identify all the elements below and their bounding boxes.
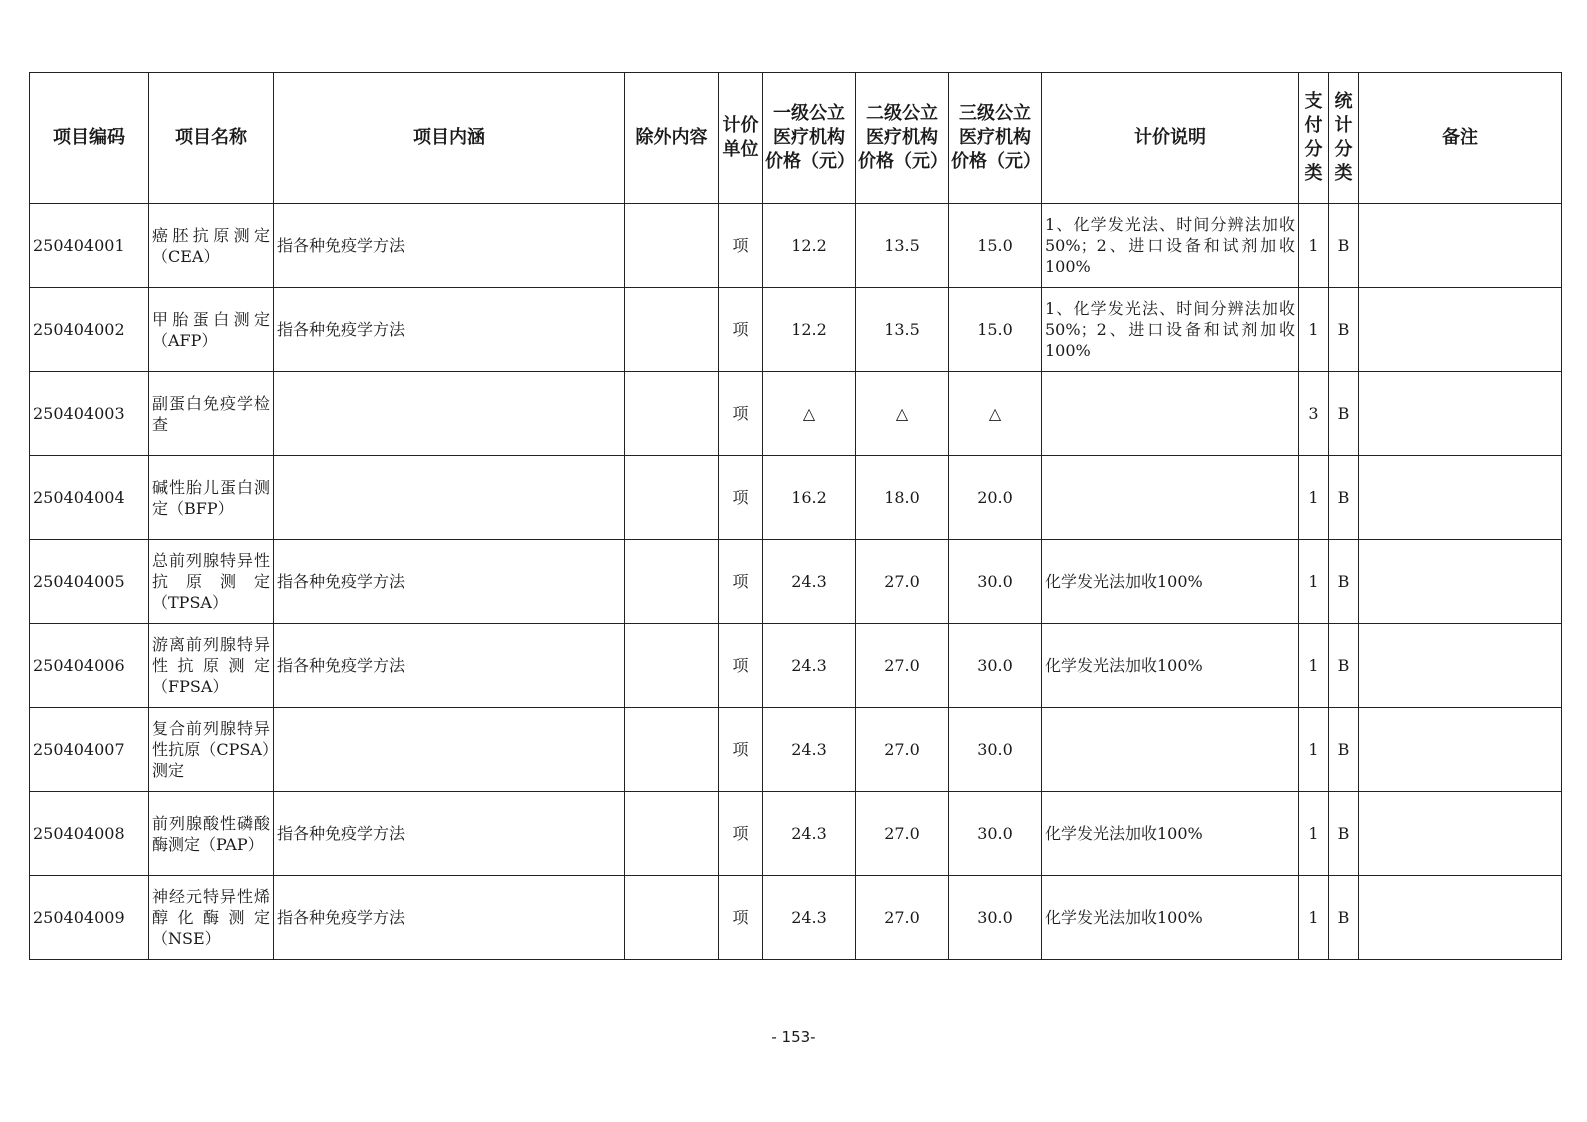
cell-content: 指各种免疫学方法 bbox=[274, 288, 625, 372]
cell-stat-class: B bbox=[1329, 204, 1359, 288]
cell-price-level3: 20.0 bbox=[949, 456, 1042, 540]
cell-unit: 项 bbox=[719, 372, 763, 456]
table-row bbox=[30, 540, 1562, 624]
cell-price-level2: 18.0 bbox=[856, 456, 949, 540]
cell-remark bbox=[1359, 456, 1562, 540]
cell-content: 指各种免疫学方法 bbox=[274, 204, 625, 288]
cell-price-level2: 27.0 bbox=[856, 708, 949, 792]
header-remark: 备注 bbox=[1359, 73, 1562, 204]
header-exclusion: 除外内容 bbox=[625, 73, 719, 204]
cell-exclusion bbox=[625, 708, 719, 792]
cell-content: 指各种免疫学方法 bbox=[274, 540, 625, 624]
cell-code: 250404006 bbox=[30, 624, 149, 708]
cell-pricing-note: 1、化学发光法、时间分辨法加收50%；2、进口设备和试剂加收100% bbox=[1042, 288, 1299, 372]
cell-unit: 项 bbox=[719, 540, 763, 624]
cell-name: 总前列腺特异性抗原测定（TPSA） bbox=[149, 540, 274, 624]
cell-payment-class: 1 bbox=[1299, 540, 1329, 624]
table-row bbox=[30, 288, 1562, 372]
cell-stat-class: B bbox=[1329, 456, 1359, 540]
page-number: - 153- bbox=[771, 1028, 816, 1046]
table-row bbox=[30, 456, 1562, 540]
cell-price-level3: △ bbox=[949, 372, 1042, 456]
cell-price-level3: 30.0 bbox=[949, 624, 1042, 708]
cell-remark bbox=[1359, 288, 1562, 372]
cell-remark bbox=[1359, 204, 1562, 288]
cell-code: 250404007 bbox=[30, 708, 149, 792]
cell-pricing-note bbox=[1042, 456, 1299, 540]
header-pricing-note: 计价说明 bbox=[1042, 73, 1299, 204]
cell-code: 250404004 bbox=[30, 456, 149, 540]
cell-remark bbox=[1359, 708, 1562, 792]
cell-price-level3: 30.0 bbox=[949, 876, 1042, 960]
cell-name: 游离前列腺特异性抗原测定（FPSA） bbox=[149, 624, 274, 708]
cell-price-level3: 30.0 bbox=[949, 708, 1042, 792]
cell-name: 碱性胎儿蛋白测定（BFP） bbox=[149, 456, 274, 540]
cell-payment-class: 1 bbox=[1299, 876, 1329, 960]
cell-price-level2: 27.0 bbox=[856, 876, 949, 960]
cell-name: 前列腺酸性磷酸酶测定（PAP） bbox=[149, 792, 274, 876]
cell-unit: 项 bbox=[719, 288, 763, 372]
table-row bbox=[30, 624, 1562, 708]
cell-price-level1: 24.3 bbox=[763, 624, 856, 708]
cell-remark bbox=[1359, 540, 1562, 624]
header-unit: 计价单位 bbox=[719, 73, 763, 204]
cell-stat-class: B bbox=[1329, 372, 1359, 456]
cell-price-level2: △ bbox=[856, 372, 949, 456]
cell-remark bbox=[1359, 372, 1562, 456]
cell-remark bbox=[1359, 792, 1562, 876]
cell-code: 250404005 bbox=[30, 540, 149, 624]
cell-exclusion bbox=[625, 876, 719, 960]
cell-code: 250404008 bbox=[30, 792, 149, 876]
cell-payment-class: 1 bbox=[1299, 456, 1329, 540]
header-price-level3: 三级公立医疗机构价格（元） bbox=[949, 73, 1042, 204]
cell-price-level3: 15.0 bbox=[949, 204, 1042, 288]
cell-remark bbox=[1359, 624, 1562, 708]
cell-payment-class: 1 bbox=[1299, 708, 1329, 792]
cell-payment-class: 1 bbox=[1299, 288, 1329, 372]
cell-content: 指各种免疫学方法 bbox=[274, 876, 625, 960]
header-name: 项目名称 bbox=[149, 73, 274, 204]
cell-stat-class: B bbox=[1329, 792, 1359, 876]
header-code: 项目编码 bbox=[30, 73, 149, 204]
cell-exclusion bbox=[625, 624, 719, 708]
cell-price-level2: 27.0 bbox=[856, 792, 949, 876]
table-row bbox=[30, 372, 1562, 456]
cell-code: 250404002 bbox=[30, 288, 149, 372]
cell-price-level3: 30.0 bbox=[949, 540, 1042, 624]
cell-content bbox=[274, 708, 625, 792]
cell-exclusion bbox=[625, 372, 719, 456]
cell-content: 指各种免疫学方法 bbox=[274, 624, 625, 708]
cell-code: 250404001 bbox=[30, 204, 149, 288]
header-payment-class: 支付分类 bbox=[1299, 73, 1329, 204]
cell-name: 副蛋白免疫学检查 bbox=[149, 372, 274, 456]
cell-price-level1: 24.3 bbox=[763, 792, 856, 876]
cell-pricing-note: 化学发光法加收100% bbox=[1042, 876, 1299, 960]
cell-price-level1: 12.2 bbox=[763, 204, 856, 288]
cell-unit: 项 bbox=[719, 708, 763, 792]
cell-remark bbox=[1359, 876, 1562, 960]
header-stat-class: 统计分类 bbox=[1329, 73, 1359, 204]
cell-price-level2: 13.5 bbox=[856, 204, 949, 288]
cell-pricing-note bbox=[1042, 372, 1299, 456]
cell-name: 复合前列腺特异性抗原（CPSA）测定 bbox=[149, 708, 274, 792]
cell-stat-class: B bbox=[1329, 708, 1359, 792]
cell-pricing-note bbox=[1042, 708, 1299, 792]
cell-content bbox=[274, 372, 625, 456]
header-row bbox=[30, 73, 1562, 204]
cell-price-level2: 27.0 bbox=[856, 540, 949, 624]
cell-stat-class: B bbox=[1329, 540, 1359, 624]
cell-code: 250404009 bbox=[30, 876, 149, 960]
cell-content: 指各种免疫学方法 bbox=[274, 792, 625, 876]
cell-name: 癌胚抗原测定（CEA） bbox=[149, 204, 274, 288]
cell-price-level1: 24.3 bbox=[763, 708, 856, 792]
table-row bbox=[30, 708, 1562, 792]
cell-pricing-note: 化学发光法加收100% bbox=[1042, 624, 1299, 708]
cell-name: 神经元特异性烯醇化酶测定（NSE） bbox=[149, 876, 274, 960]
cell-unit: 项 bbox=[719, 876, 763, 960]
cell-unit: 项 bbox=[719, 204, 763, 288]
cell-payment-class: 3 bbox=[1299, 372, 1329, 456]
cell-stat-class: B bbox=[1329, 876, 1359, 960]
cell-stat-class: B bbox=[1329, 624, 1359, 708]
cell-price-level1: 24.3 bbox=[763, 876, 856, 960]
cell-price-level2: 13.5 bbox=[856, 288, 949, 372]
header-price-level1: 一级公立医疗机构价格（元） bbox=[763, 73, 856, 204]
cell-pricing-note: 化学发光法加收100% bbox=[1042, 792, 1299, 876]
cell-price-level2: 27.0 bbox=[856, 624, 949, 708]
cell-content bbox=[274, 456, 625, 540]
cell-stat-class: B bbox=[1329, 288, 1359, 372]
price-table bbox=[29, 72, 1562, 960]
cell-price-level3: 30.0 bbox=[949, 792, 1042, 876]
cell-name: 甲胎蛋白测定（AFP） bbox=[149, 288, 274, 372]
cell-price-level1: △ bbox=[763, 372, 856, 456]
table-row bbox=[30, 792, 1562, 876]
cell-exclusion bbox=[625, 288, 719, 372]
cell-payment-class: 1 bbox=[1299, 792, 1329, 876]
table-row bbox=[30, 876, 1562, 960]
cell-pricing-note: 化学发光法加收100% bbox=[1042, 540, 1299, 624]
cell-price-level3: 15.0 bbox=[949, 288, 1042, 372]
cell-code: 250404003 bbox=[30, 372, 149, 456]
cell-exclusion bbox=[625, 456, 719, 540]
cell-exclusion bbox=[625, 204, 719, 288]
header-price-level2: 二级公立医疗机构价格（元） bbox=[856, 73, 949, 204]
cell-unit: 项 bbox=[719, 792, 763, 876]
cell-price-level1: 12.2 bbox=[763, 288, 856, 372]
cell-payment-class: 1 bbox=[1299, 204, 1329, 288]
cell-exclusion bbox=[625, 540, 719, 624]
cell-price-level1: 16.2 bbox=[763, 456, 856, 540]
table-row bbox=[30, 204, 1562, 288]
cell-unit: 项 bbox=[719, 624, 763, 708]
cell-pricing-note: 1、化学发光法、时间分辨法加收50%；2、进口设备和试剂加收100% bbox=[1042, 204, 1299, 288]
cell-unit: 项 bbox=[719, 456, 763, 540]
cell-payment-class: 1 bbox=[1299, 624, 1329, 708]
header-content: 项目内涵 bbox=[274, 73, 625, 204]
cell-price-level1: 24.3 bbox=[763, 540, 856, 624]
cell-exclusion bbox=[625, 792, 719, 876]
